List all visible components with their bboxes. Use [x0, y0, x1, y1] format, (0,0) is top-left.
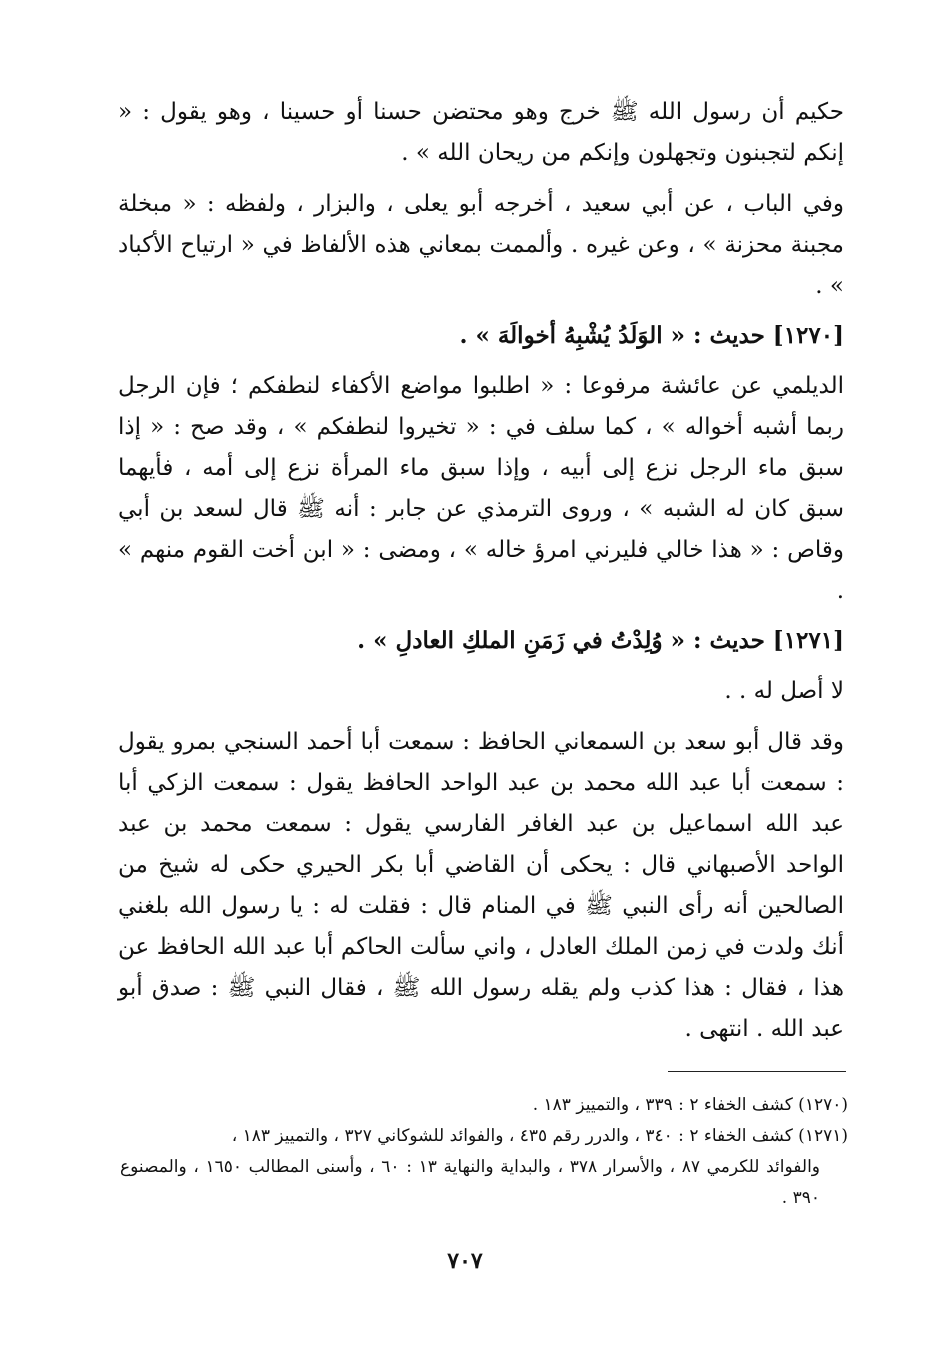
page-number: ٧٠٧ — [447, 1248, 483, 1274]
paragraph-fil-bab: وفي الباب ، عن أبي سعيد ، أخرجه أبو يعلى ، والبزار ، ولفظه : « مبخلة مجبنة محزنة » ، وعن غيره . وألممت بمعاني هذه الألفاظ في « ارتياح الأكباد » . — [118, 191, 844, 299]
paragraph-continuation: حكيم أن رسول الله ﷺ خرج وهو محتضن حسنا أو حسينا ، وهو يقول : « إنكم لتجبنون وتجهلون وإنكم من ريحان الله » . — [118, 99, 844, 166]
footnote-1270: (١٢٧٠) كشف الخفاء ٢ : ٣٣٩ ، والتمييز ١٨٣ . — [532, 1095, 848, 1115]
paragraph-daylami: الديلمي عن عائشة مرفوعا : « اطلبوا مواضع الأكفاء لنطفكم ؛ فإن الرجل ربما أشبه أخواله » ، كما سلف في : « تخيروا لنطفكم » ، وقد صح : « إذا سبق ماء الرجل نزع إلى أبيه ، وإذا سبق ماء المرأة نزع إلى أمه ، فأيهما سبق كان له الشبه » ، وروى الترمذي عن جابر : أنه ﷺ قال لسعد بن أبي وقاص : « هذا خالي فليرني امرؤ خاله » ، ومضى : « ابن أخت القوم منهم » . — [118, 373, 844, 604]
footnote-divider — [668, 1071, 846, 1072]
hadith-heading-1271: [١٢٧١] حديث : « وُلِدْتُ في زَمَنِ الملكِ العادلِ » . — [357, 627, 844, 654]
main-text — [118, 92, 844, 1050]
hadith-heading-1270: [١٢٧٠] حديث : « الوَلَدُ يُشْبِهُ أخوالَهَ » . — [459, 322, 844, 349]
footnote-1271: (١٢٧١) كشف الخفاء ٢ : ٣٤٠ ، والدرر رقم ٤٣٥ ، والفوائد للشوكاني ٣٢٧ ، والتمييز ١٨٣ ، — [231, 1126, 848, 1146]
paragraph-no-origin: لا أصل له . . — [724, 678, 844, 704]
paragraph-samani: وقد قال أبو سعد بن السمعاني الحافظ : سمعت أبا أحمد السنجي بمرو يقول : سمعت أبا عبد الله محمد بن عبد الواحد الحافظ يقول : سمعت الزكي أبا عبد الله اسماعيل بن عبد الغافر الفارسي يقول : سمعت محمد بن عبد الواحد الأصبهاني قال : يحكى أن القاضي أبا بكر الحيري حكى له شيخ من الصالحين أنه رأى النبي ﷺ في المنام قال : فقلت له : يا رسول الله بلغني أنك ولدت في زمن الملك العادل ، واني سألت الحاكم أبا عبد الله الحافظ عن هذا ، فقال : هذا كذب ولم يقله رسول الله ﷺ ، فقال النبي ﷺ : صدق أبو عبد الله . انتهى . — [118, 729, 844, 1042]
footnotes — [120, 1090, 848, 1214]
footnote-1271-continuation: والفوائد للكرمي ٨٧ ، والأسرار ٣٧٨ ، والبداية والنهاية ١٣ : ٦٠ ، وأسنى المطالب ١٦٥٠ ، والمصنوع ٣٩٠ . — [120, 1157, 820, 1208]
